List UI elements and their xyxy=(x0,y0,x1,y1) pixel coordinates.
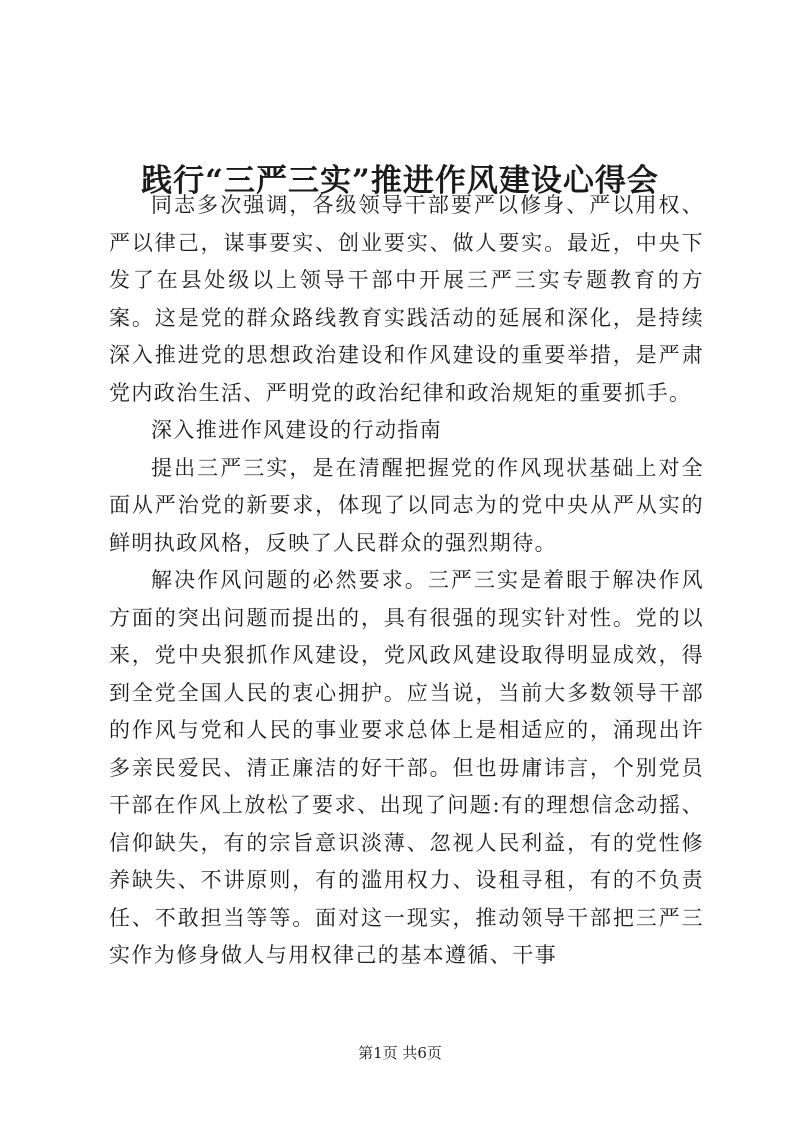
paragraph-proposal: 提出三严三实，是在清醒把握党的作风现状基础上对全面从严治党的新要求，体现了以同志为的党中央从严从实的鲜明执政风格，反映了人民群众的强烈期待。 xyxy=(109,455,704,555)
paragraph-intro: 同志多次强调，各级领导干部要严以修身、严以用权、严以律己，谋事要实、创业要实、做人要实。最近，中央下发了在县处级以上领导干部中开展三严三实专题教育的方案。这是党的群众路线教育实践活动的延展和深化，是持续深入推进党的思想政治建设和作风建设的重要举措，是严肃党内政治生活、严明党的政治纪律和政治规矩的重要抓手。 xyxy=(109,193,704,405)
paragraph-requirement: 解决作风问题的必然要求。三严三实是着眼于解决作风方面的突出问题而提出的，具有很强的现实针对性。党的以来，党中央狠抓作风建设，党风政风建设取得明显成效，得到全党全国人民的衷心拥护。应当说，当前大多数领导干部的作风与党和人民的事业要求总体上是相适应的，涌现出许多亲民爱民、清正廉洁的好干部。但也毋庸讳言，个别党员干部在作风上放松了要求、出现了问题:有的理想信念动摇、信仰缺失，有的宗旨意识淡薄、忽视人民利益，有的党性修养缺失、不讲原则，有的滥用权力、设租寻租，有的不负责任、不敢担当等等。面对这一现实，推动领导干部把三严三实作为修身做人与用权律己的基本遵循、干事 xyxy=(109,568,704,967)
paragraph-heading-guide: 深入推进作风建设的行动指南 xyxy=(151,418,443,442)
document-body xyxy=(109,187,704,975)
document-title: 践行“三严三实”推进作风建设心得会 xyxy=(141,162,659,199)
page-number-footer: 第1页 共6页 xyxy=(358,1044,442,1062)
